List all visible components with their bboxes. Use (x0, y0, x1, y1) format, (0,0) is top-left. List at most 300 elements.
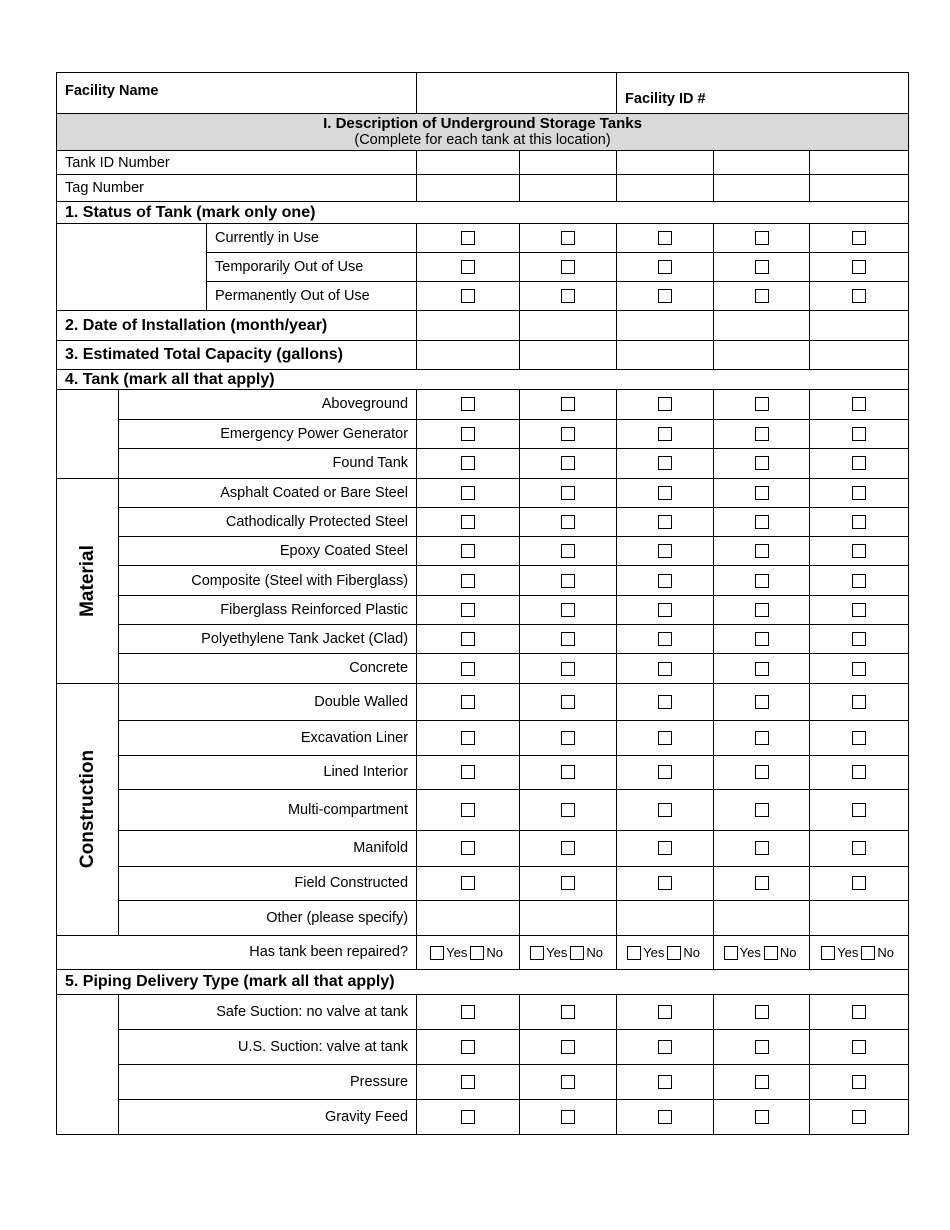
material-fiberglass-reinforced-plastic-tank-2-checkbox[interactable] (561, 603, 575, 617)
material-concrete-tank-4-checkbox[interactable] (755, 662, 769, 676)
status-currently-in-use-tank-5-checkbox[interactable] (852, 231, 866, 245)
repaired-no-label: No (877, 945, 894, 961)
other-specify-tank-3-field[interactable] (617, 900, 714, 935)
piping-safe-suction-no-valve-at-tank-tank-4-checkbox[interactable] (755, 1005, 769, 1019)
material-asphalt-coated-or-bare-steel-tank-4-checkbox[interactable] (755, 486, 769, 500)
tank-aboveground-tank-1-checkbox[interactable] (461, 397, 475, 411)
material-fiberglass-reinforced-plastic-tank-4-checkbox[interactable] (755, 603, 769, 617)
tank-aboveground-tank-2-checkbox[interactable] (561, 397, 575, 411)
material-composite-steel-with-fiberglass-tank-4-checkbox[interactable] (755, 574, 769, 588)
tank-aboveground-tank-4-cell (714, 390, 810, 420)
piping-u-s-suction-valve-at-tank-tank-3-cell (617, 1029, 714, 1064)
construction-excavation-liner-tank-4-checkbox[interactable] (755, 731, 769, 745)
piping-spacer (57, 994, 119, 1134)
status-permanently-out-of-use-tank-5-checkbox[interactable] (852, 289, 866, 303)
status-option-permanently-out-of-use (207, 282, 417, 311)
material-cathodically-protected-steel-tank-5-checkbox[interactable] (852, 515, 866, 529)
piping-safe-suction-no-valve-at-tank-tank-3-cell (617, 994, 714, 1029)
tag-number-tank-2-field[interactable] (520, 175, 617, 202)
status-currently-in-use-tank-3-checkbox[interactable] (658, 231, 672, 245)
facility-id-field[interactable] (617, 73, 909, 114)
material-asphalt-coated-or-bare-steel-tank-3-checkbox[interactable] (658, 486, 672, 500)
status-temporarily-out-of-use-tank-5-checkbox[interactable] (852, 260, 866, 274)
construction-option-excavation-liner (119, 720, 417, 755)
material-epoxy-coated-steel-tank-2-checkbox[interactable] (561, 544, 575, 558)
tank-option-aboveground (119, 390, 417, 420)
material-epoxy-coated-steel-tank-5-cell (810, 537, 909, 566)
construction-manifold-tank-3-checkbox[interactable] (658, 841, 672, 855)
construction-double-walled-tank-2-cell (520, 683, 617, 720)
piping-safe-suction-no-valve-at-tank-tank-1-cell (417, 994, 520, 1029)
piping-option-safe-suction-no-valve-at-tank-text: Safe Suction: no valve at tank (216, 1003, 409, 1020)
construction-option-lined-interior (119, 755, 417, 789)
tag-number-tank-3-field[interactable] (617, 175, 714, 202)
status-permanently-out-of-use-tank-2-checkbox[interactable] (561, 289, 575, 303)
material-option-cathodically-protected-steel-text: Cathodically Protected Steel (225, 513, 409, 530)
repaired-tank-2-no-checkbox[interactable] (570, 946, 584, 960)
status-temporarily-out-of-use-tank-4-checkbox[interactable] (755, 260, 769, 274)
installation-date-label (57, 311, 417, 341)
material-composite-steel-with-fiberglass-tank-1-checkbox[interactable] (461, 574, 475, 588)
tank-aboveground-tank-5-checkbox[interactable] (852, 397, 866, 411)
construction-double-walled-tank-1-checkbox[interactable] (461, 695, 475, 709)
construction-manifold-tank-5-checkbox[interactable] (852, 841, 866, 855)
construction-multi-compartment-tank-4-checkbox[interactable] (755, 803, 769, 817)
repaired-tank-1-no-checkbox[interactable] (470, 946, 484, 960)
status-currently-in-use-tank-1-checkbox[interactable] (461, 231, 475, 245)
material-asphalt-coated-or-bare-steel-tank-2-cell (520, 478, 617, 507)
repaired-label-text: Has tank been repaired? (249, 944, 409, 961)
construction-double-walled-tank-1-cell (417, 683, 520, 720)
tank-found-tank-tank-3-cell (617, 449, 714, 479)
material-epoxy-coated-steel-tank-1-checkbox[interactable] (461, 544, 475, 558)
material-epoxy-coated-steel-tank-4-cell (714, 537, 810, 566)
construction-double-walled-tank-3-checkbox[interactable] (658, 695, 672, 709)
tag-number-tank-4-field[interactable] (714, 175, 810, 202)
repaired-tank-4-cell (714, 935, 810, 969)
piping-gravity-feed-tank-5-checkbox[interactable] (852, 1110, 866, 1124)
material-asphalt-coated-or-bare-steel-tank-2-checkbox[interactable] (561, 486, 575, 500)
construction-multi-compartment-tank-3-checkbox[interactable] (658, 803, 672, 817)
installation-date-tank-1-field[interactable] (417, 311, 520, 341)
piping-option-pressure-text: Pressure (350, 1073, 409, 1090)
material-polyethylene-tank-jacket-clad-tank-3-checkbox[interactable] (658, 632, 672, 646)
material-polyethylene-tank-jacket-clad-tank-2-cell (520, 624, 617, 653)
piping-u-s-suction-valve-at-tank-tank-2-cell (520, 1029, 617, 1064)
status-permanently-out-of-use-tank-4-checkbox[interactable] (755, 289, 769, 303)
capacity-label-text: 3. Estimated Total Capacity (gallons) (65, 346, 343, 363)
piping-gravity-feed-tank-3-checkbox[interactable] (658, 1110, 672, 1124)
material-concrete-tank-2-checkbox[interactable] (561, 662, 575, 676)
tank-id-tank-5-field[interactable] (810, 151, 909, 175)
piping-u-s-suction-valve-at-tank-tank-4-cell (714, 1029, 810, 1064)
tank-found-tank-tank-5-checkbox[interactable] (852, 456, 866, 470)
other-specify-label-text: Other (please specify) (266, 909, 409, 926)
material-concrete-tank-1-checkbox[interactable] (461, 662, 475, 676)
capacity-tank-4-field[interactable] (714, 341, 810, 370)
material-concrete-tank-3-checkbox[interactable] (658, 662, 672, 676)
tank-emergency-power-generator-tank-4-checkbox[interactable] (755, 427, 769, 441)
construction-field-constructed-tank-3-checkbox[interactable] (658, 876, 672, 890)
status-currently-in-use-tank-2-checkbox[interactable] (561, 231, 575, 245)
tank-aboveground-tank-2-cell (520, 390, 617, 420)
piping-safe-suction-no-valve-at-tank-tank-2-checkbox[interactable] (561, 1005, 575, 1019)
tank-id-tank-3-field[interactable] (617, 151, 714, 175)
construction-double-walled-tank-5-checkbox[interactable] (852, 695, 866, 709)
construction-field-constructed-tank-1-checkbox[interactable] (461, 876, 475, 890)
repaired-tank-1-yes-checkbox[interactable] (430, 946, 444, 960)
material-composite-steel-with-fiberglass-tank-2-cell (520, 566, 617, 595)
tank-title-text: 4. Tank (mark all that apply) (65, 370, 275, 388)
facility-id-field-text: Facility ID # (625, 91, 706, 107)
piping-title-text: 5. Piping Delivery Type (mark all that apply) (65, 972, 395, 990)
tank-emergency-power-generator-tank-2-checkbox[interactable] (561, 427, 575, 441)
material-composite-steel-with-fiberglass-tank-3-cell (617, 566, 714, 595)
tank-found-tank-tank-4-checkbox[interactable] (755, 456, 769, 470)
tank-emergency-power-generator-tank-2-cell (520, 419, 617, 449)
tank-emergency-power-generator-tank-1-cell (417, 419, 520, 449)
piping-u-s-suction-valve-at-tank-tank-3-checkbox[interactable] (658, 1040, 672, 1054)
construction-excavation-liner-tank-1-cell (417, 720, 520, 755)
piping-option-pressure (119, 1064, 417, 1099)
piping-u-s-suction-valve-at-tank-tank-5-checkbox[interactable] (852, 1040, 866, 1054)
repaired-yes-label: Yes (643, 945, 665, 961)
repaired-tank-4-no-checkbox[interactable] (764, 946, 778, 960)
repaired-tank-5-cell (810, 935, 909, 969)
construction-option-multi-compartment-text: Multi-compartment (287, 801, 409, 818)
material-concrete-tank-2-cell (520, 654, 617, 683)
tank-aboveground-tank-4-checkbox[interactable] (755, 397, 769, 411)
tank-found-tank-tank-3-checkbox[interactable] (658, 456, 672, 470)
material-epoxy-coated-steel-tank-3-checkbox[interactable] (658, 544, 672, 558)
tank-emergency-power-generator-tank-4-cell (714, 419, 810, 449)
piping-pressure-tank-3-checkbox[interactable] (658, 1075, 672, 1089)
tank-emergency-power-generator-tank-5-checkbox[interactable] (852, 427, 866, 441)
piping-u-s-suction-valve-at-tank-tank-1-cell (417, 1029, 520, 1064)
tank-aboveground-tank-5-cell (810, 390, 909, 420)
other-specify-tank-2-field[interactable] (520, 900, 617, 935)
construction-manifold-tank-1-cell (417, 830, 520, 866)
construction-option-multi-compartment (119, 789, 417, 830)
piping-pressure-tank-5-checkbox[interactable] (852, 1075, 866, 1089)
construction-manifold-tank-2-checkbox[interactable] (561, 841, 575, 855)
piping-gravity-feed-tank-1-checkbox[interactable] (461, 1110, 475, 1124)
construction-manifold-tank-4-cell (714, 830, 810, 866)
installation-date-tank-5-field[interactable] (810, 311, 909, 341)
construction-field-constructed-tank-4-checkbox[interactable] (755, 876, 769, 890)
material-cathodically-protected-steel-tank-2-checkbox[interactable] (561, 515, 575, 529)
construction-field-constructed-tank-3-cell (617, 866, 714, 900)
piping-u-s-suction-valve-at-tank-tank-1-checkbox[interactable] (461, 1040, 475, 1054)
material-polyethylene-tank-jacket-clad-tank-4-checkbox[interactable] (755, 632, 769, 646)
material-asphalt-coated-or-bare-steel-tank-1-checkbox[interactable] (461, 486, 475, 500)
installation-date-tank-3-field[interactable] (617, 311, 714, 341)
status-temporarily-out-of-use-tank-4-cell (714, 253, 810, 282)
tank-found-tank-tank-5-cell (810, 449, 909, 479)
status-permanently-out-of-use-tank-5-cell (810, 282, 909, 311)
facility-name-input[interactable] (417, 73, 617, 114)
material-polyethylene-tank-jacket-clad-tank-1-checkbox[interactable] (461, 632, 475, 646)
installation-date-label-text: 2. Date of Installation (month/year) (65, 316, 328, 334)
construction-double-walled-tank-4-cell (714, 683, 810, 720)
status-permanently-out-of-use-tank-1-checkbox[interactable] (461, 289, 475, 303)
material-epoxy-coated-steel-tank-3-cell (617, 537, 714, 566)
material-option-concrete-text: Concrete (349, 660, 409, 677)
construction-excavation-liner-tank-3-checkbox[interactable] (658, 731, 672, 745)
tank-found-tank-tank-1-cell (417, 449, 520, 479)
material-option-concrete (119, 654, 417, 683)
material-concrete-tank-3-cell (617, 654, 714, 683)
material-polyethylene-tank-jacket-clad-tank-5-cell (810, 624, 909, 653)
construction-option-double-walled (119, 683, 417, 720)
piping-safe-suction-no-valve-at-tank-tank-1-checkbox[interactable] (461, 1005, 475, 1019)
material-option-composite-steel-with-fiberglass-text: Composite (Steel with Fiberglass) (191, 572, 409, 589)
repaired-tank-3-yes-checkbox[interactable] (627, 946, 641, 960)
status-temporarily-out-of-use-tank-1-cell (417, 253, 520, 282)
status-temporarily-out-of-use-tank-3-cell (617, 253, 714, 282)
construction-excavation-liner-tank-1-checkbox[interactable] (461, 731, 475, 745)
material-option-asphalt-coated-or-bare-steel-text: Asphalt Coated or Bare Steel (220, 484, 409, 501)
tag-number-tank-1-field[interactable] (417, 175, 520, 202)
material-asphalt-coated-or-bare-steel-tank-3-cell (617, 478, 714, 507)
material-composite-steel-with-fiberglass-tank-2-checkbox[interactable] (561, 574, 575, 588)
tank-found-tank-tank-2-cell (520, 449, 617, 479)
piping-pressure-tank-4-cell (714, 1064, 810, 1099)
material-fiberglass-reinforced-plastic-tank-5-checkbox[interactable] (852, 603, 866, 617)
material-concrete-tank-5-checkbox[interactable] (852, 662, 866, 676)
tank-emergency-power-generator-tank-3-checkbox[interactable] (658, 427, 672, 441)
construction-excavation-liner-tank-4-cell (714, 720, 810, 755)
construction-multi-compartment-tank-5-cell (810, 789, 909, 830)
status-temporarily-out-of-use-tank-2-cell (520, 253, 617, 282)
piping-pressure-tank-2-cell (520, 1064, 617, 1099)
material-fiberglass-reinforced-plastic-tank-5-cell (810, 595, 909, 624)
construction-field-constructed-tank-4-cell (714, 866, 810, 900)
material-composite-steel-with-fiberglass-tank-4-cell (714, 566, 810, 595)
construction-lined-interior-tank-3-cell (617, 755, 714, 789)
other-specify-tank-4-field[interactable] (714, 900, 810, 935)
facility-name-field[interactable] (57, 73, 417, 114)
construction-field-constructed-tank-1-cell (417, 866, 520, 900)
status-permanently-out-of-use-tank-2-cell (520, 282, 617, 311)
tank-id-tank-2-field[interactable] (520, 151, 617, 175)
material-cathodically-protected-steel-tank-4-checkbox[interactable] (755, 515, 769, 529)
material-option-epoxy-coated-steel (119, 537, 417, 566)
status-temporarily-out-of-use-tank-5-cell (810, 253, 909, 282)
material-cathodically-protected-steel-tank-3-checkbox[interactable] (658, 515, 672, 529)
status-temporarily-out-of-use-tank-3-checkbox[interactable] (658, 260, 672, 274)
material-fiberglass-reinforced-plastic-tank-3-checkbox[interactable] (658, 603, 672, 617)
construction-multi-compartment-tank-5-checkbox[interactable] (852, 803, 866, 817)
construction-double-walled-tank-2-checkbox[interactable] (561, 695, 575, 709)
construction-manifold-tank-4-checkbox[interactable] (755, 841, 769, 855)
piping-pressure-tank-5-cell (810, 1064, 909, 1099)
material-epoxy-coated-steel-tank-5-checkbox[interactable] (852, 544, 866, 558)
material-composite-steel-with-fiberglass-tank-5-checkbox[interactable] (852, 574, 866, 588)
tank-id-label-text: Tank ID Number (65, 154, 170, 171)
construction-option-field-constructed-text: Field Constructed (294, 875, 409, 892)
piping-safe-suction-no-valve-at-tank-tank-3-checkbox[interactable] (658, 1005, 672, 1019)
material-polyethylene-tank-jacket-clad-tank-3-cell (617, 624, 714, 653)
tank-found-tank-tank-1-checkbox[interactable] (461, 456, 475, 470)
construction-lined-interior-tank-1-cell (417, 755, 520, 789)
material-group-label (57, 478, 119, 683)
piping-pressure-tank-2-checkbox[interactable] (561, 1075, 575, 1089)
piping-gravity-feed-tank-3-cell (617, 1099, 714, 1134)
piping-pressure-tank-1-checkbox[interactable] (461, 1075, 475, 1089)
construction-field-constructed-tank-2-checkbox[interactable] (561, 876, 575, 890)
tank-aboveground-tank-3-checkbox[interactable] (658, 397, 672, 411)
construction-label: Construction (76, 749, 98, 869)
capacity-tank-1-field[interactable] (417, 341, 520, 370)
material-cathodically-protected-steel-tank-1-checkbox[interactable] (461, 515, 475, 529)
material-option-polyethylene-tank-jacket-clad-text: Polyethylene Tank Jacket (Clad) (201, 631, 409, 648)
piping-option-u-s-suction-valve-at-tank (119, 1029, 417, 1064)
construction-multi-compartment-tank-3-cell (617, 789, 714, 830)
piping-pressure-tank-4-checkbox[interactable] (755, 1075, 769, 1089)
material-asphalt-coated-or-bare-steel-tank-5-checkbox[interactable] (852, 486, 866, 500)
material-concrete-tank-4-cell (714, 654, 810, 683)
status-temporarily-out-of-use-tank-1-checkbox[interactable] (461, 260, 475, 274)
piping-safe-suction-no-valve-at-tank-tank-5-checkbox[interactable] (852, 1005, 866, 1019)
repaired-tank-5-no-checkbox[interactable] (861, 946, 875, 960)
capacity-tank-3-field[interactable] (617, 341, 714, 370)
tag-number-label (57, 175, 417, 202)
material-option-fiberglass-reinforced-plastic (119, 595, 417, 624)
piping-gravity-feed-tank-4-cell (714, 1099, 810, 1134)
material-fiberglass-reinforced-plastic-tank-2-cell (520, 595, 617, 624)
material-fiberglass-reinforced-plastic-tank-1-checkbox[interactable] (461, 603, 475, 617)
material-option-epoxy-coated-steel-text: Epoxy Coated Steel (279, 543, 409, 560)
material-polyethylene-tank-jacket-clad-tank-5-checkbox[interactable] (852, 632, 866, 646)
construction-option-double-walled-text: Double Walled (314, 693, 409, 710)
construction-multi-compartment-tank-2-checkbox[interactable] (561, 803, 575, 817)
construction-multi-compartment-tank-1-checkbox[interactable] (461, 803, 475, 817)
status-option-currently-in-use-text: Currently in Use (215, 230, 319, 246)
tank-id-label (57, 151, 417, 175)
piping-gravity-feed-tank-1-cell (417, 1099, 520, 1134)
material-epoxy-coated-steel-tank-4-checkbox[interactable] (755, 544, 769, 558)
construction-double-walled-tank-4-checkbox[interactable] (755, 695, 769, 709)
material-cathodically-protected-steel-tank-3-cell (617, 507, 714, 536)
status-temporarily-out-of-use-tank-2-checkbox[interactable] (561, 260, 575, 274)
piping-gravity-feed-tank-2-cell (520, 1099, 617, 1134)
tank-found-tank-tank-2-checkbox[interactable] (561, 456, 575, 470)
capacity-tank-2-field[interactable] (520, 341, 617, 370)
piping-option-safe-suction-no-valve-at-tank (119, 994, 417, 1029)
other-specify-tank-1-field[interactable] (417, 900, 520, 935)
piping-gravity-feed-tank-2-checkbox[interactable] (561, 1110, 575, 1124)
construction-lined-interior-tank-5-checkbox[interactable] (852, 765, 866, 779)
construction-lined-interior-tank-4-checkbox[interactable] (755, 765, 769, 779)
construction-lined-interior-tank-2-checkbox[interactable] (561, 765, 575, 779)
material-polyethylene-tank-jacket-clad-tank-1-cell (417, 624, 520, 653)
construction-manifold-tank-1-checkbox[interactable] (461, 841, 475, 855)
tank-title (57, 370, 909, 390)
construction-multi-compartment-tank-2-cell (520, 789, 617, 830)
construction-option-excavation-liner-text: Excavation Liner (300, 729, 409, 746)
status-spacer (57, 224, 207, 311)
construction-option-manifold (119, 830, 417, 866)
repaired-tank-3-no-checkbox[interactable] (667, 946, 681, 960)
material-epoxy-coated-steel-tank-2-cell (520, 537, 617, 566)
piping-u-s-suction-valve-at-tank-tank-2-checkbox[interactable] (561, 1040, 575, 1054)
material-asphalt-coated-or-bare-steel-tank-4-cell (714, 478, 810, 507)
tank-option-emergency-power-generator (119, 419, 417, 449)
material-polyethylene-tank-jacket-clad-tank-4-cell (714, 624, 810, 653)
piping-safe-suction-no-valve-at-tank-tank-5-cell (810, 994, 909, 1029)
tag-number-tank-5-field[interactable] (810, 175, 909, 202)
material-option-polyethylene-tank-jacket-clad (119, 624, 417, 653)
material-composite-steel-with-fiberglass-tank-3-checkbox[interactable] (658, 574, 672, 588)
piping-gravity-feed-tank-5-cell (810, 1099, 909, 1134)
construction-double-walled-tank-3-cell (617, 683, 714, 720)
piping-gravity-feed-tank-4-checkbox[interactable] (755, 1110, 769, 1124)
status-currently-in-use-tank-4-checkbox[interactable] (755, 231, 769, 245)
status-permanently-out-of-use-tank-3-checkbox[interactable] (658, 289, 672, 303)
status-currently-in-use-tank-5-cell (810, 224, 909, 253)
installation-date-tank-4-field[interactable] (714, 311, 810, 341)
construction-lined-interior-tank-1-checkbox[interactable] (461, 765, 475, 779)
construction-multi-compartment-tank-1-cell (417, 789, 520, 830)
construction-manifold-tank-5-cell (810, 830, 909, 866)
tank-emergency-power-generator-tank-5-cell (810, 419, 909, 449)
construction-excavation-liner-tank-2-cell (520, 720, 617, 755)
construction-excavation-liner-tank-5-checkbox[interactable] (852, 731, 866, 745)
status-currently-in-use-tank-4-cell (714, 224, 810, 253)
piping-safe-suction-no-valve-at-tank-tank-2-cell (520, 994, 617, 1029)
piping-safe-suction-no-valve-at-tank-tank-4-cell (714, 994, 810, 1029)
repaired-tank-3-cell (617, 935, 714, 969)
material-composite-steel-with-fiberglass-tank-5-cell (810, 566, 909, 595)
section-title: I. Description of Underground Storage Tanks (323, 115, 642, 132)
tank-id-tank-4-field[interactable] (714, 151, 810, 175)
construction-double-walled-tank-5-cell (810, 683, 909, 720)
construction-lined-interior-tank-5-cell (810, 755, 909, 789)
construction-field-constructed-tank-5-checkbox[interactable] (852, 876, 866, 890)
tank-id-tank-1-field[interactable] (417, 151, 520, 175)
material-fiberglass-reinforced-plastic-tank-4-cell (714, 595, 810, 624)
repaired-tank-4-yes-checkbox[interactable] (724, 946, 738, 960)
status-option-temporarily-out-of-use (207, 253, 417, 282)
piping-u-s-suction-valve-at-tank-tank-4-checkbox[interactable] (755, 1040, 769, 1054)
repaired-yes-label: Yes (837, 945, 859, 961)
repaired-tank-2-yes-checkbox[interactable] (530, 946, 544, 960)
tank-option-emergency-power-generator-text: Emergency Power Generator (220, 425, 409, 442)
repaired-tank-5-yes-checkbox[interactable] (821, 946, 835, 960)
status-title (57, 202, 909, 224)
construction-lined-interior-tank-4-cell (714, 755, 810, 789)
tank-emergency-power-generator-tank-1-checkbox[interactable] (461, 427, 475, 441)
other-specify-tank-5-field[interactable] (810, 900, 909, 935)
status-option-currently-in-use (207, 224, 417, 253)
repaired-no-label: No (586, 945, 603, 961)
construction-excavation-liner-tank-2-checkbox[interactable] (561, 731, 575, 745)
piping-option-u-s-suction-valve-at-tank-text: U.S. Suction: valve at tank (237, 1038, 409, 1055)
repaired-yes-label: Yes (739, 945, 761, 961)
construction-manifold-tank-3-cell (617, 830, 714, 866)
installation-date-tank-2-field[interactable] (520, 311, 617, 341)
construction-field-constructed-tank-5-cell (810, 866, 909, 900)
material-fiberglass-reinforced-plastic-tank-1-cell (417, 595, 520, 624)
construction-lined-interior-tank-3-checkbox[interactable] (658, 765, 672, 779)
piping-title (57, 969, 909, 994)
construction-excavation-liner-tank-3-cell (617, 720, 714, 755)
material-polyethylene-tank-jacket-clad-tank-2-checkbox[interactable] (561, 632, 575, 646)
capacity-tank-5-field[interactable] (810, 341, 909, 370)
material-asphalt-coated-or-bare-steel-tank-1-cell (417, 478, 520, 507)
piping-pressure-tank-1-cell (417, 1064, 520, 1099)
